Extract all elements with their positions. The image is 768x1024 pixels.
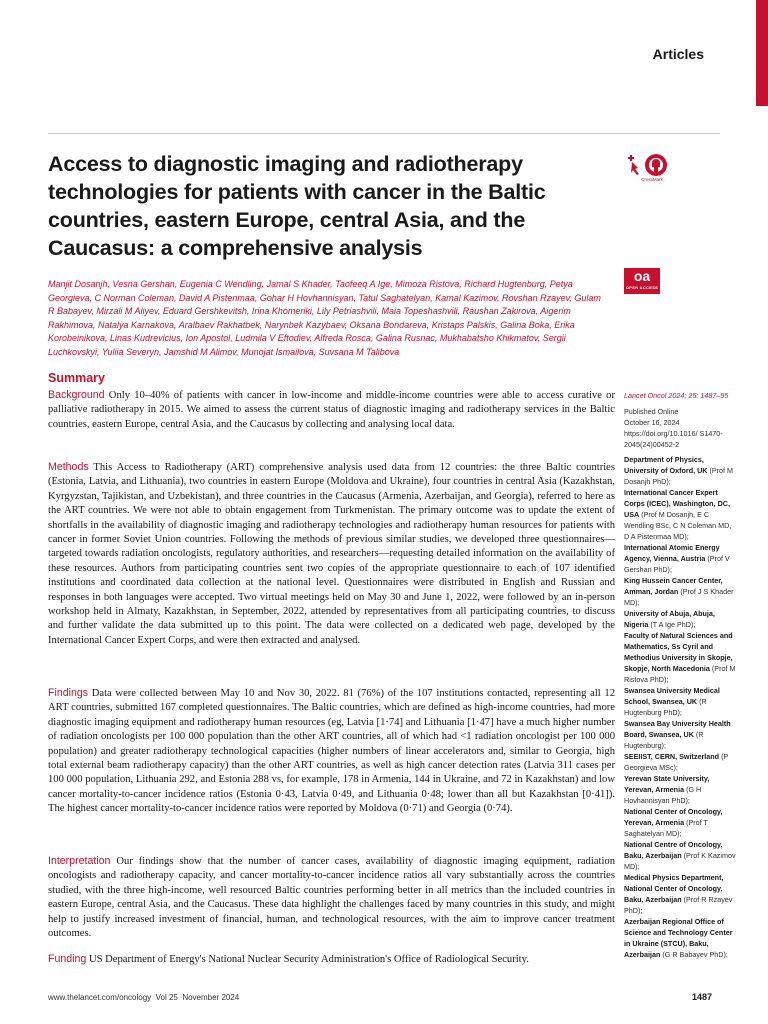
affiliation-item (624, 916, 736, 960)
background-label: Background (48, 389, 105, 401)
section-label: Articles (652, 46, 704, 62)
volume: Vol 25 (155, 993, 178, 1002)
interpretation-text: Our findings show that the number of cancer cases, availability of diagnostic imaging equipment, radiation oncologists and radiotherapy capacity, and cancer mortality-to-cancer incidence ratios all vary substantially across the countries studied, with the three high-income, well resourced Baltic countries performing better in all metrics than the included countries in eastern Europe, central Asia, and the Caucasus. These data highlight the challenges faced by many countries in this study, and might help to justify increased investment of financial, human, and technological resources, with the aim to improve cancer treatment outcomes. (48, 856, 615, 940)
journal-url[interactable]: www.thelancet.com/oncology (48, 993, 152, 1002)
affiliations-list (624, 454, 736, 960)
footer-left (48, 993, 239, 1002)
background-paragraph (48, 388, 615, 432)
affiliation-item (624, 685, 736, 718)
affiliation-institution: Swansea University Medical School, Swansea, UK (624, 686, 720, 706)
affiliation-people: (G R Babayev PhD); (662, 950, 728, 959)
funding-text: US Department of Energy's National Nuclear Security Administration's Office of Radiological Security. (88, 954, 529, 965)
affiliation-item (624, 608, 736, 630)
doi-link[interactable]: https://doi.org/10.1016/ S1470-2045(24)00452-2 (624, 429, 723, 449)
affiliation-item (624, 773, 736, 806)
oa-label: oa (633, 268, 651, 284)
affiliation-item (624, 542, 736, 575)
affiliation-institution: SEEIIST, CERN, Switzerland (624, 752, 720, 761)
affiliation-item (624, 454, 736, 487)
page-number: 1487 (691, 992, 712, 1002)
crossmark-icon[interactable] (622, 150, 677, 192)
affiliation-people: (Prof R Rzayev PhD); (624, 895, 733, 915)
affiliation-item (624, 630, 736, 685)
journal-reference: Lancet Oncol 2024; 25: 1487–95 (624, 391, 729, 400)
affiliation-people: (R Hugtenburg PhD); (624, 697, 707, 717)
affiliation-item (624, 806, 736, 839)
affiliation-institution: Department of Physics, University of Oxford, UK (624, 455, 708, 475)
affiliation-item (624, 487, 736, 542)
crossmark-label: CrossMark (641, 177, 663, 182)
affiliation-people: (Prof M Dosanjh, E C Wendling BSc, C N Coleman MD, D A Pistenmaa MD); (624, 510, 732, 541)
affiliation-institution: National Centre of Oncology, Baku, Azerbaijan (624, 840, 723, 860)
affiliation-institution: University of Abuja, Abuja, Nigeria (624, 609, 715, 629)
methods-paragraph (48, 460, 615, 648)
affiliation-people: (P Georgieva MSc); (624, 752, 729, 772)
red-edge-tab (756, 0, 768, 106)
article-title: Access to diagnostic imaging and radiotherapy technologies for patients with cancer in the Baltic countries, eastern Europe, central Asia, and the Caucasus: a comprehensive analysis (48, 152, 546, 260)
author-list: Manjit Dosanjh, Vesna Gershan, Eugenia C Wendling, Jamal S Khader, Taofeeq A Ige, Mimoza Ristova, Richard Hugtenburg, Petya Georgieva, C Norman Coleman, David A Pistenmaa, Gohar H Hovhannisyan, Tatul Saghatelyan, Kamal Kazimov, Rovshan Rzayev, Gulam R Babayev, Mirzali M Aliyev, Eduard Gershkevitsh, Irina Khomeriki, Lily Petriashvili, Maia Topeshashvili, Raushan Zakirova, Aigerim Rakhimova, Natalya Karnakova, Aralbaev Rakhatbek, Narynbek Kazybaev, Oksana Bondareva, Kristaps Palskis, Galina Boka, Erika Korobeinikova, Linas Kudrevicius, Ion Apostol, Ludmila V Eftodiev, Alfreda Rosca, Galina Rusnac, Mukhabatsho Khikmatov, Sergii Luchkovskyi, Yuliia Severyn, Jamshid M Alimov, Munojat Ismailova, Suvsana M Talibova (48, 279, 601, 357)
background-text: Only 10–40% of patients with cancer in low-income and middle-income countries were able to access curative or palliative radiotherapy in 2015. We aimed to assess the current status of diagnostic imaging and radiotherapy services in the Baltic countries, eastern Europe, central Asia, and the Caucasus by collecting and analysing local data. (48, 390, 615, 430)
affiliation-item (624, 839, 736, 872)
affiliation-people: (Prof M Dosanjh PhD); (624, 466, 734, 486)
interpretation-label: Interpretation (48, 855, 111, 867)
affiliation-institution: King Hussein Cancer Center, Amman, Jordan (624, 576, 723, 596)
affiliation-institution: Faculty of Natural Sciences and Mathematics, Ss Cyril and Methodius University in Skopje, Skopje, North Macedonia (624, 631, 733, 673)
findings-paragraph (48, 686, 615, 817)
affiliation-institution: Azerbaijan Regional Office of Science and Technology Center in Ukraine (STCU), Baku, Azerbaijan (624, 917, 733, 959)
open-access-icon (624, 268, 660, 294)
interpretation-paragraph (48, 854, 615, 941)
findings-label: Findings (48, 687, 89, 699)
affiliation-item (624, 751, 736, 773)
affiliation-people: (Prof V Gershan PhD); (624, 554, 730, 574)
findings-text: Data were collected between May 10 and Nov 30, 2022. 81 (76%) of the 107 institutions contacted, representing all 12 ART countries, submitted 167 completed questionnaires. The Baltic countries, which are defined as high-income countries, had more diagnostic imaging equipment and radiotherapy human resources (eg, Latvia [1·74] and Lithuania [1·47] have a much higher number of radiation oncologists per 100 000 population than the other ART countries, all of which had <1 radiation oncologist per 100 000 population) and greater radiotherapy technological capacities (higher numbers of linear accelerators and, similar to Georgia, high total external beam radiotherapy capacity) than the other ART countries, as well as high cancer detection rates (Latvia 311 cases per 100 000 population, Lithuania 292, and Estonia 288 vs, for example, 178 in Armenia, 144 in Ukraine, and 72 in Kazakhstan) and low cancer mortality-to-cancer incidence ratios (Estonia 0·43, Latvia 0·49, and Lithuania 0·48; lower than all but Kazakhstan [0·41]). The highest cancer mortality-to-cancer incidence ratios were reported by Moldova (0·71) and Georgia (0·74). (48, 688, 615, 815)
methods-label: Methods (48, 461, 89, 473)
affiliation-people: (T A Ige PhD); (650, 620, 696, 629)
affiliation-institution: Yerevan State University, Yerevan, Armenia (624, 774, 710, 794)
affiliation-people: (Prof K Kazimov MD); (624, 851, 736, 871)
affiliation-institution: Swansea Bay University Health Board, Swansea, UK (624, 719, 731, 739)
published-date: October 16, 2024 (624, 418, 680, 427)
issue-date: November 2024 (182, 993, 240, 1002)
published-label: Published Online (624, 407, 679, 416)
affiliation-institution: National Center of Oncology, Yerevan, Armenia (624, 807, 723, 827)
summary-heading: Summary (48, 371, 105, 385)
funding-paragraph (48, 952, 615, 967)
affiliation-institution: International Cancer Expert Corps (ICEC), Washington, DC, USA (624, 488, 730, 519)
affiliation-people: (R Hugtenburg); (624, 730, 704, 750)
header-rule (48, 133, 720, 134)
affiliation-people: (G H Hovhannisyan PhD); (624, 785, 702, 805)
affiliation-item (624, 872, 736, 916)
funding-label: Funding (48, 953, 87, 965)
affiliation-item (624, 718, 736, 751)
oa-sub-label: OPEN ACCESS (625, 285, 659, 290)
affiliation-item (624, 575, 736, 608)
affiliation-people: (Prof M Ristova PhD); (624, 664, 736, 684)
affiliation-institution: Medical Physics Department, National Center of Oncology, Baku, Azerbaijan (624, 873, 724, 904)
affiliation-institution: International Atomic Energy Agency, Vienna, Austria (624, 543, 720, 563)
sidebar-meta (624, 390, 736, 450)
affiliation-people: (Prof J S Khader MD); (624, 587, 734, 607)
affiliation-people: (Prof T Saghatelyan MD); (624, 818, 708, 838)
methods-text: This Access to Radiotherapy (ART) comprehensive analysis used data from 12 countries: the three Baltic countries (Estonia, Latvia, and Lithuania), two countries in eastern Europe (Moldova and Ukraine), four countries in central Asia (Kazakhstan, Kyrgyzstan, Tajikistan, and Uzbekistan), and three countries in the Caucasus (Armenia, Azerbaijan, and Georgia), referred to here as the ART countries. We were not able to obtain engagement from Turkmenistan. The primary outcome was to update the extent of shortfalls in the availability of diagnostic imaging and radiotherapy technologies and radiotherapy human resources for patients with cancer in former Soviet Union countries. Following the methods of previous similar studies, we developed three questionnaires—targeted towards radiation oncologists, regulatory authorities, and researchers—requesting detailed information on the availability of these resources. Authors from participating countries sent two copies of the appropriate questionnaire to each of 107 identified institutions and coordinated data collection at the national level. Questionnaires were distributed in English and Russian and responses in both languages were accepted. Two virtual meetings held on May 30 and June 1, 2022, were followed by an in-person workshop held in Almaty, Kazakhstan, in September, 2022, attended by representatives from all participating countries, to discuss and further validate the data submitted up to this point. The data were collected on a dedicated web page, developed by the International Cancer Expert Corps, and were then extracted and analysed. (48, 462, 616, 646)
